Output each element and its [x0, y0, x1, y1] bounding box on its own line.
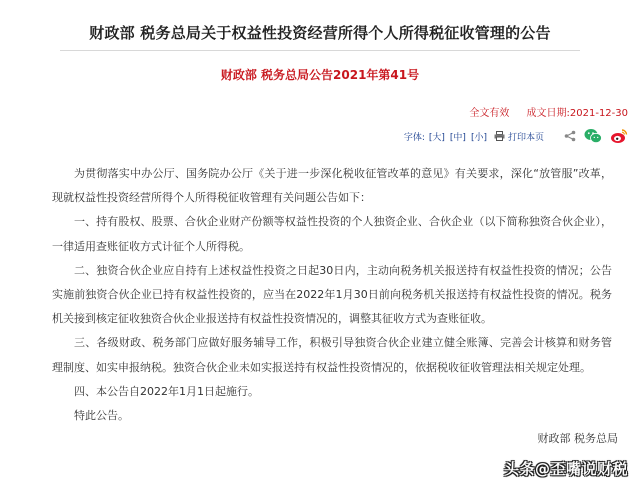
paragraph-closing: 特此公告。	[74, 409, 129, 423]
paragraph-intro: 为贯彻落实中办公厅、国务院办公厅《关于进一步深化税收征管改革的意见》有关要求，深化“放管服”改革，现就权益性投资经营所得个人所得税征收管理有关问题公告如下：	[52, 167, 612, 205]
print-icon	[494, 131, 505, 141]
paragraph-1: 一、持有股权、股票、合伙企业财产份额等权益性投资的个人独资企业、合伙企业（以下简称独资合伙企业），一律适用查账征收方式计征个人所得税。	[52, 215, 612, 253]
title-divider	[60, 50, 580, 51]
paragraph-3: 三、各级财政、税务部门应做好服务辅导工作，积极引导独资合伙企业建立健全账簿、完善会计核算和财务管理制度、如实申报纳税。独资合伙企业未如实报送持有权益性投资情况的，依据税收征收管理法相关规定处理。	[52, 336, 612, 374]
share-icon	[564, 130, 576, 142]
watermark: 头条@歪嘴说财税	[503, 460, 628, 478]
paragraph-2: 二、独资合伙企业应自持有上述权益性投资之日起30日内，主动向税务机关报送持有权益性投资的情况；公告实施前独资合伙企业已持有权益性投资的，应当在2022年1月30日前向税务机关报送持有权益性投资的情况。税务机关接到核定征收独资合伙企业报送持有权益性投资情况的，调整其征收方式为查账征收。	[52, 263, 612, 326]
font-size-small-button[interactable]: [小]	[470, 132, 487, 143]
page-title: 财政部 税务总局关于权益性投资经营所得个人所得税征收管理的公告	[89, 24, 551, 42]
weibo-share-button[interactable]	[610, 128, 628, 144]
status-row	[469, 104, 628, 119]
share-button[interactable]	[564, 130, 576, 142]
toolbar	[404, 126, 628, 146]
paragraph-4: 四、本公告自2022年1月1日起施行。	[74, 384, 259, 398]
issue-date: 成文日期:2021-12-30	[526, 108, 628, 119]
signature: 财政部 税务总局	[537, 432, 618, 445]
validity-status: 全文有效	[469, 108, 510, 119]
document-number: 财政部 税务总局公告2021年第41号	[220, 68, 420, 82]
announcement-body	[52, 162, 612, 428]
font-size-large-button[interactable]: [大]	[428, 132, 445, 143]
font-size-label: 字体:	[403, 132, 425, 143]
wechat-share-button[interactable]	[584, 128, 602, 144]
weibo-icon	[610, 128, 628, 144]
font-size-medium-button[interactable]: [中]	[449, 132, 466, 143]
wechat-icon	[584, 128, 602, 144]
print-button[interactable]	[494, 130, 544, 143]
print-label: 打印本页	[507, 132, 544, 143]
